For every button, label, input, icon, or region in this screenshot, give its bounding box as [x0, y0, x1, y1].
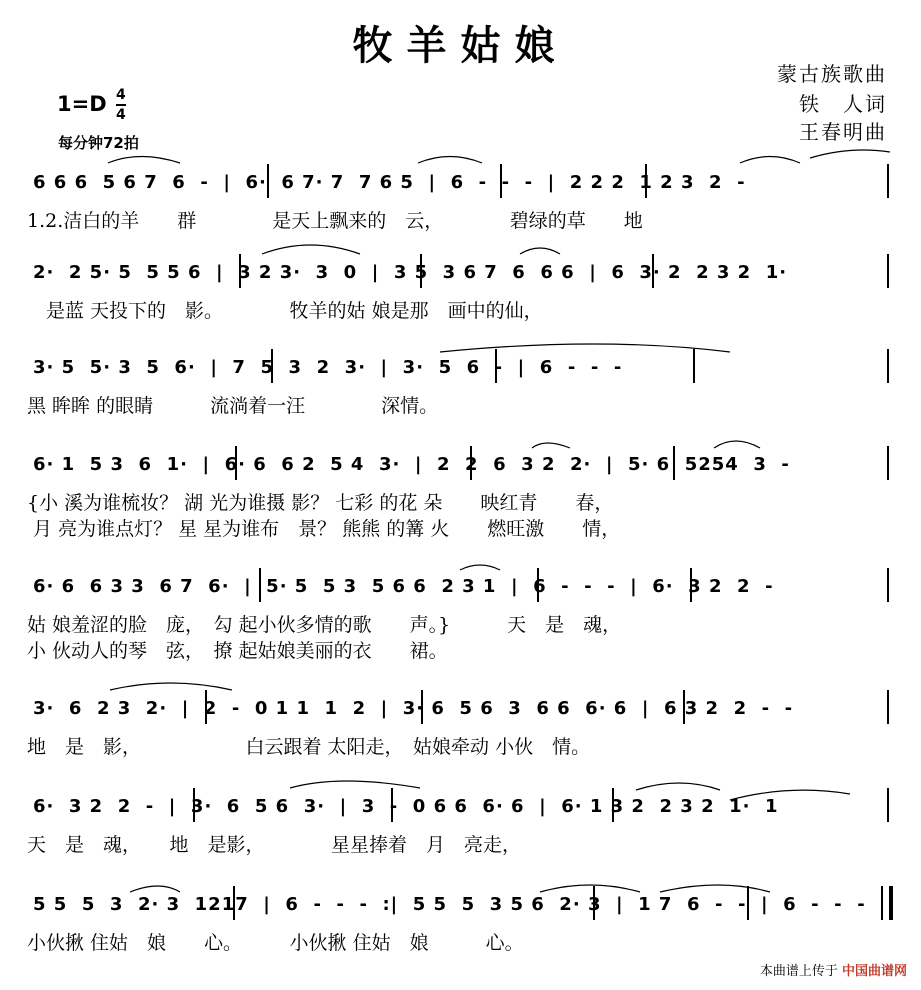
credit-origin: 蒙古族歌曲: [777, 62, 887, 86]
credit-composer: 王春明曲: [799, 120, 887, 144]
lyric-line: 天 是 魂， 地 是影， 星星捧着 月 亮走，: [27, 834, 522, 856]
slur: [130, 886, 180, 892]
notation-line: 3· 5 5· 3 5 6· | 7 5 3 2 3· | 3· 5 6 - | 6 - - -: [33, 357, 623, 378]
slur: [440, 344, 730, 352]
slur: [460, 565, 500, 570]
site-logo-text: 中国曲谱网: [841, 964, 907, 979]
slur: [730, 790, 850, 800]
notation-line: 5 5 5 3 2· 3 1217 | 6 - - - :| 5 5 5 3 5 6 2· 3 | 1 7 6 - - | 6 - - -: [33, 894, 866, 915]
upload-credit: [760, 960, 907, 979]
slur: [532, 443, 570, 448]
lyric-line: 小 伙动人的琴 弦， 撩 起姑娘美丽的衣 裙。: [27, 640, 448, 662]
notation-line: 2· 2 5· 5 5 5 6 | 3 2 3· 3 0 | 3 5 3 6 7 6 6 6 | 6 3· 2 2 3 2 1·: [33, 262, 788, 283]
key-signature: 1=D: [57, 92, 107, 116]
slur: [636, 783, 720, 790]
slur: [418, 157, 482, 164]
slur: [714, 441, 760, 448]
lyric-line: 地 是 影， 白云跟着 太阳走， 姑娘牵动 小伙 情。: [27, 736, 591, 758]
lyric-line: 姑 娘羞涩的脸 庞， 勾 起小伙多情的歌 声。} 天 是 魂，: [27, 614, 622, 636]
lyric-line: 小伙揪 住姑 娘 心。 小伙揪 住姑 娘 心。: [27, 932, 524, 954]
tempo-marking: 每分钟72拍: [58, 134, 139, 152]
credit-lyricist: 铁 人词: [799, 92, 887, 116]
slur: [290, 781, 420, 788]
song-title: 牧羊姑娘: [352, 22, 569, 69]
notation-line: 6· 6 6 3 3 6 7 6· | 5· 5 5 3 5 6 6 2 3 1 | 6 - - - | 6· 3 2 2 -: [33, 576, 774, 597]
notation-line: 3· 6 2 3 2· | 2 - 0 1 1 1 2 | 3· 6 5 6 3 6 6 6· 6 | 6 3 2 2 - -: [33, 698, 794, 719]
upload-note: 本曲谱上传于: [759, 964, 838, 979]
slur: [540, 885, 640, 892]
slur: [520, 248, 560, 254]
lyric-line: 月 亮为谁点灯？ 星 星为谁布 景？ 熊熊 的篝 火 燃旺激 情，: [27, 518, 621, 540]
slur: [740, 157, 800, 164]
notation-line: 6· 3 2 2 - | 3· 6 5 6 3· | 3 - 0 6 6 6· 6 | 6· 1 3 2 2 3 2 1· 1: [33, 796, 779, 817]
slur: [810, 150, 890, 158]
slur: [108, 157, 180, 164]
lyric-line: 黑 眸眸 的眼睛 流淌着一汪 深情。: [27, 395, 439, 417]
lyric-line: 是蓝 天投下的 影。 牧羊的姑 娘是那 画中的仙，: [27, 300, 543, 322]
slur: [660, 885, 770, 892]
lyric-line: {小 溪为谁梳妆？ 湖 光为谁摄 影？ 七彩 的花 朵 映红青 春，: [27, 492, 614, 514]
time-signature-bottom: 4: [116, 107, 126, 123]
notation-line: 6 6 6 5 6 7 6 - | 6· 6 7· 7 7 6 5 | 6 - - - | 2 2 2 1 2 3 2 -: [33, 172, 746, 193]
slur: [110, 683, 232, 690]
lyric-line: 1.2.洁白的羊 群 是天上飘来的 云， 碧绿的草 地: [27, 210, 643, 232]
slur: [262, 245, 360, 254]
notation-line: 6· 1 5 3 6 1· | 6· 6 6 2 5 4 3· | 2 2 6 3 2 2· | 5· 6 5254 3 -: [33, 454, 790, 475]
time-signature-top: 4: [116, 86, 126, 106]
